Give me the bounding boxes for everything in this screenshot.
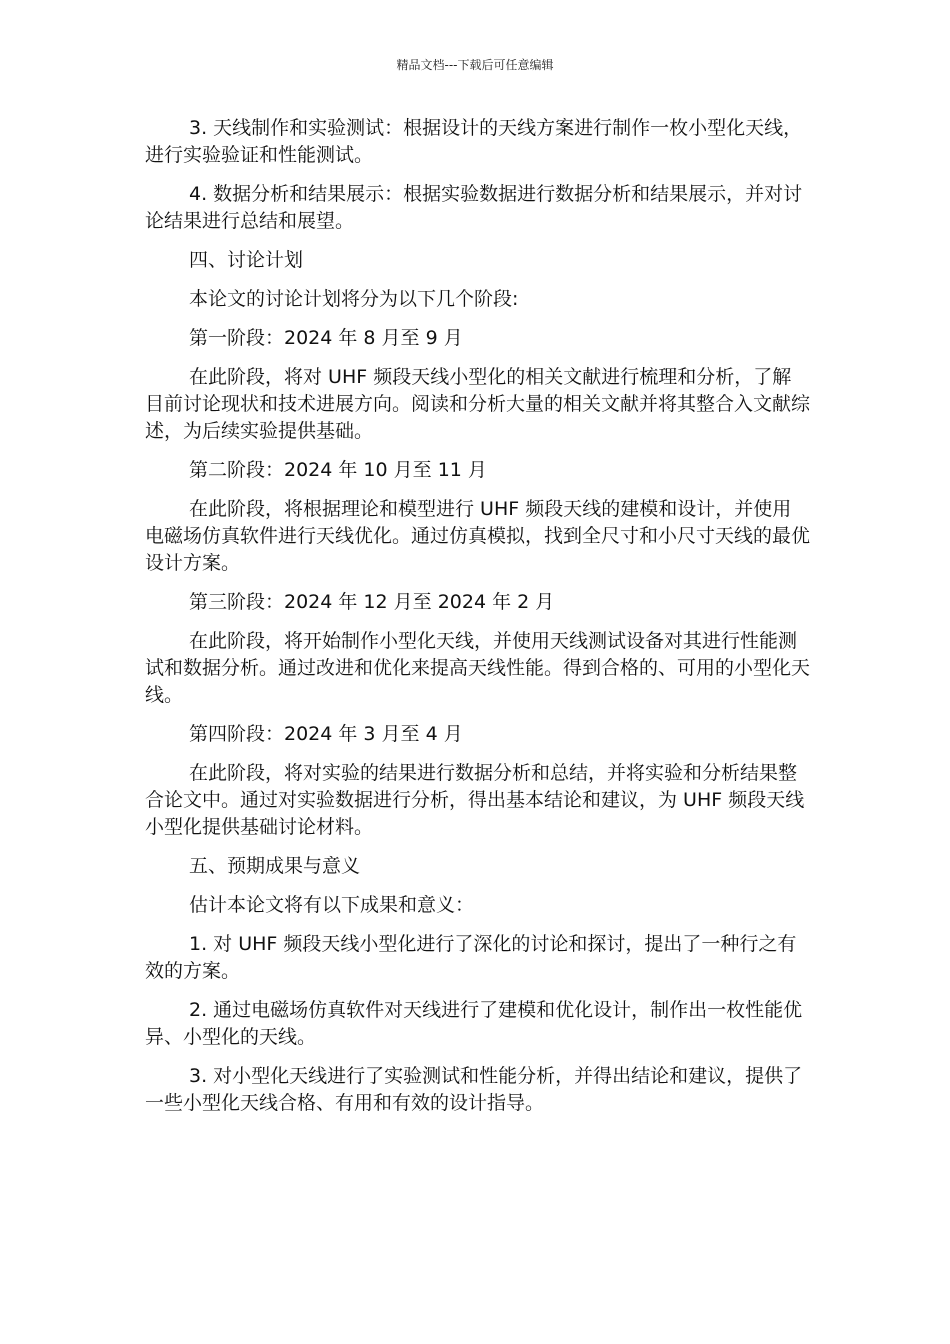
paragraph-plan-intro: 本论文的讨论计划将分为以下几个阶段:	[189, 288, 519, 310]
paragraph-step-3: 3. 天线制作和实验测试：根据设计的天线方案进行制作一枚小型化天线，进行实验验证和性能测试。	[145, 117, 803, 166]
phase-1-body: 在此阶段，将对 UHF 频段天线小型化的相关文献进行梳理和分析，了解目前讨论现状和技术进展方向。阅读和分析大量的相关文献并将其整合入文献综述，为后续实验提供基础。	[145, 366, 811, 442]
section-heading-4: 四、讨论计划	[189, 249, 304, 271]
page-header: 精品文档---下载后可任意编辑	[396, 58, 554, 72]
outcome-item-3: 3. 对小型化天线进行了实验测试和性能分析，并得出结论和建议，提供了一些小型化天线合格、有用和有效的设计指导。	[145, 1065, 803, 1114]
section-heading-5: 五、预期成果与意义	[189, 855, 361, 877]
phase-2-body: 在此阶段，将根据理论和模型进行 UHF 频段天线的建模和设计，并使用电磁场仿真软件进行天线优化。通过仿真模拟，找到全尺寸和小尺寸天线的最优设计方案。	[145, 498, 811, 574]
outcome-item-2: 2. 通过电磁场仿真软件对天线进行了建模和优化设计，制作出一枚性能优异、小型化的天线。	[145, 999, 803, 1048]
phase-1-title: 第一阶段：2024 年 8 月至 9 月	[189, 327, 463, 349]
phase-3-body: 在此阶段，将开始制作小型化天线，并使用天线测试设备对其进行性能测试和数据分析。通过改进和优化来提高天线性能。得到合格的、可用的小型化天线。	[145, 630, 811, 706]
document-body	[145, 115, 810, 1129]
phase-4-title: 第四阶段：2024 年 3 月至 4 月	[189, 723, 463, 745]
phase-4-body: 在此阶段，将对实验的结果进行数据分析和总结，并将实验和分析结果整合论文中。通过对实验数据进行分析，得出基本结论和建议，为 UHF 频段天线小型化提供基础讨论材料。	[145, 762, 805, 838]
phase-3-title: 第三阶段：2024 年 12 月至 2024 年 2 月	[189, 591, 555, 613]
paragraph-outcomes-intro: 估计本论文将有以下成果和意义：	[189, 894, 475, 916]
paragraph-step-4: 4. 数据分析和结果展示：根据实验数据进行数据分析和结果展示，并对讨论结果进行总结和展望。	[145, 183, 803, 232]
outcome-item-1: 1. 对 UHF 频段天线小型化进行了深化的讨论和探讨，提出了一种行之有效的方案。	[145, 933, 797, 982]
phase-2-title: 第二阶段：2024 年 10 月至 11 月	[189, 459, 487, 481]
